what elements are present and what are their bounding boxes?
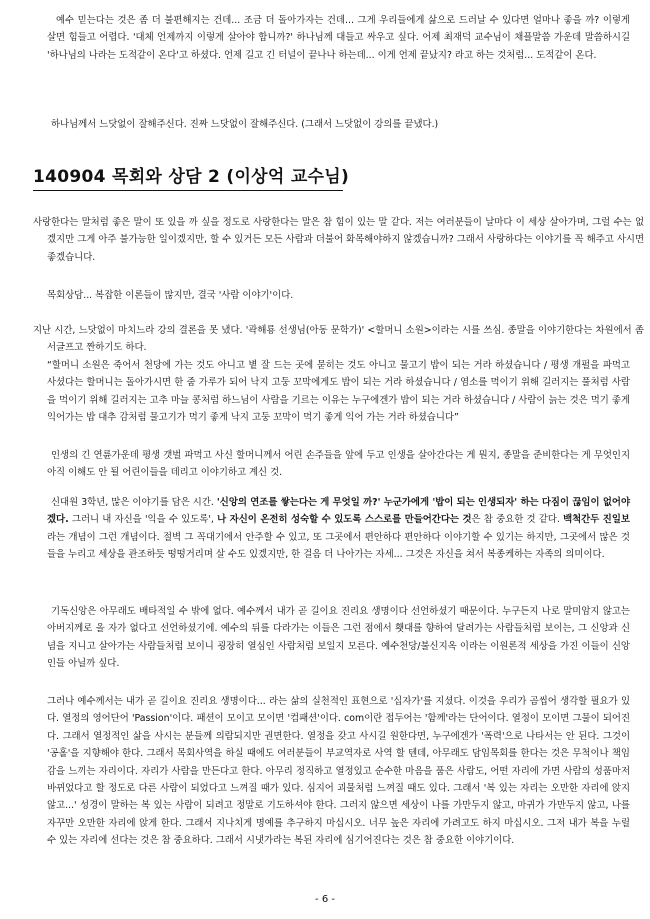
seminary-emphasis-proverb: 백척간두 진일보 [563, 514, 630, 526]
intro-paragraph-1: 예수 믿는다는 것은 좀 더 불편해지는 건데... 조금 더 돌아가자는 건데... 그게 우리들에게 삶으로 드러날 수 있다면 얼마나 좋을 까? 이렇게 살면 힘들고 어렵다. '대체 언제까지 이렇게 살아야 합니까?' 하나님께 대들고 싸우고 싶다. 어제 최재덕 교수님이 채플말씀 가운데 말씀하시길 '하나님의 나라는 도적같이 온다'고 하셨다. 언제 길고 긴 터널이 끝나나 하는데... 이게 언제 끝났지? 라고 하는 것처럼... 도적같이 온다. [47, 15, 630, 61]
seminary-emphasis-mature: 나 자신이 온전히 성숙할 수 있도록 스스로를 만들어간다는 것 [217, 514, 472, 526]
seminary-text-a: 신대원 3학년, 많은 이야기를 담은 시간. [51, 497, 217, 508]
seminary-emphasis-question: '신앙의 연조를 쌓는다는 게 무엇일 까?' 누군가에게 '밥이 되는 인생되자' 하는 다짐이 끊임이 없어야겠다. [47, 497, 630, 526]
seminary-text-c: 그러니 내 자신을 '익을 수 있도록', [68, 514, 218, 526]
body-paragraph-grandmother: 인생의 긴 연륜가운데 평생 갯벌 파먹고 사신 할머니께서 어린 손주들을 앞에 두고 인생을 살아간다는 게 뭔지, 종말을 준비한다는 게 무엇인지 아직 이해도 안 될 어린이들을 데리고 이야기하고 계신 것. [47, 450, 630, 479]
body-paragraph-counseling: 목회상담... 복잡한 이론들이 많지만, 결국 '사람 이야기'이다. [47, 290, 294, 301]
intro-paragraph-2: 하나님께서 느닷없이 잘해주신다. 진짜 느닷없이 잘해주신다. (그래서 느닷없이 강의를 끝냈다.) [51, 119, 439, 130]
body-paragraph-love: 사랑한다는 말처럼 좋은 말이 또 있을 까 싶을 정도로 사랑한다는 말은 참 힘이 있는 말 같다. 저는 여러분들이 날마다 이 세상 살아가며, 그럴 수는 없겠지만 그게 아주 불가능한 일이겠지만, 할 수 있거든 모든 사람과 더불어 화목해야하지 않겠습니까? 그래서 사랑하다는 이야기를 꼭 해주고 사시면 좋겠습니다. [33, 217, 644, 263]
body-paragraph-passion: 그러나 예수께서는 내가 곧 길이요 진리요 생명이다... 라는 삶의 실천적인 표현으로 '십자가'를 지셨다. 이것을 우리가 곰씹어 생각할 필요가 있다. 열정의 영어단어 'Passion'이다. 패션이 모이고 모이면 '컴패션'이다. com이란 접두어는 '함께'라는 단어이다. 열정이 모이면 그물이 되어진다. 그래서 열정적인 삶을 사시는 분들께 의람되지만 권면한다. 열정을 갖고 사시길 원한다면, 누구에겐가 '폭력'으로 나타서는 안 된다. 그것이 '공홀'을 지향해야 한다. 그래서 목회사역을 하실 때에도 여러분들이 부교역자로 사역 할 텐데, 아무래도 담임목회를 한다는 것은 무척이나 책임감을 느끼는 자리이다. 자리가 사람을 만든다고 한다. 아무리 정직하고 열정있고 순수한 마음을 품은 사람도, 어떤 자리에 가면 사람의 성품마저 바뀌었다고 할 정도로 다른 사람이 되었다고 느껴질 때가 있다. 심지어 괴물처럼 느껴질 때도 있다. 그래서 '복 있는 자리는 오만한 자리에 앉지 않고...' 성경이 말하는 복 있는 사람이 되려고 정말로 기도하셔야 한다. 그러지 않으면 세상이 나를 가만두지 않고, 마귀가 가만두지 않고, 나를 자꾸만 오만한 자리에 앉게 한다. 그래서 지나치게 명예를 추구하지 마십시오. 너무 높은 자리에 가려고도 하지 마십시오. 그저 내가 복을 누릴 수 있는 자리에 선다는 것은 참 중요하다. 그래서 시냇가라는 복된 자리에 심기어진다는 것은 참 중요한 이야기이다. [47, 696, 630, 847]
seminary-text-e: 은 참 중요한 것 같다. [471, 514, 564, 526]
body-paragraph-christian-faith: 기독신앙은 아무래도 배타적일 수 밖에 없다. 예수께서 내가 곧 길이요 진리요 생명이다 선언하셨기 때문이다. 누구든지 나로 말미암지 않고는 아버지께로 올 자가 없다고 선언하셨기에. 예수의 뒤를 다라가는 이들은 그런 점에서 횃대를 향하여 달려가는 사람들처럼 보이는, 그 신앙과 신념을 지니고 살아가는 사람들처럼 보이니 굉장히 열심인 사람처럼 보일지 모른다. 예수천당/불신지옥 이라는 이원론적 세상을 가진 이들이 신앙인들 아닐까 싶다. [47, 606, 630, 670]
seminary-text-g: 라는 개념이 그런 개념이다. 절벽 그 꼭대기에서 안주할 수 있고, 또 그곳에서 편안하다 편안하다 이야기할 수 있기는 하지만, 그곳에서 많은 것들을 누리고 세상을 관조하듯 떵떵거리며 살 수도 있겠지만, 한 걸음 더 나아가는 자세... 그것은 자신을 쳐서 복종케하는 자족의 의미이다. [47, 531, 630, 561]
section-title: 140904 목회와 상담 2 (이상억 교수님) [33, 165, 343, 191]
page-number: - 6 - [315, 894, 335, 905]
poem-quote: “할머니 소원은 죽어서 천당에 가는 것도 아니고 볕 잘 드는 곳에 묻히는 것도 아니고 물고기 밥이 되는 거라 하셨습니다 / 평생 개펄을 파먹고 사셨다는 할머니는 돌아가시면 한 줌 가루가 되어 낙지 고둥 꼬막에게도 밥이 되는 거라 하셨습니다 / 염소를 먹이기 위해 길러지는 풀처럼 사람을 먹이기 위해 길러지는 고추 마늘 콩처럼 하느님이 사람을 기르는 이유는 누구에겐가 밥이 되는 거라 하셨습니다 / 사람이 늙는 것은 먹기 좋게 익어가는 밥 대추 감처럼 물고기가 먹기 좋게 낙지 고둥 꼬막이 먹기 좋게 익어 가는 거라 하셨습니다” [47, 360, 630, 424]
body-paragraph-last-lecture: 지난 시간, 느닷없이 마치느라 강의 결론을 못 냈다. '곽해룡 선생님(아동 문학가)' <할머니 소원>이라는 시를 쓰심. 종말을 이야기한다는 차원에서 좀 서글프고 짠하기도 하다. [33, 325, 644, 354]
body-paragraph-seminary [47, 494, 630, 564]
